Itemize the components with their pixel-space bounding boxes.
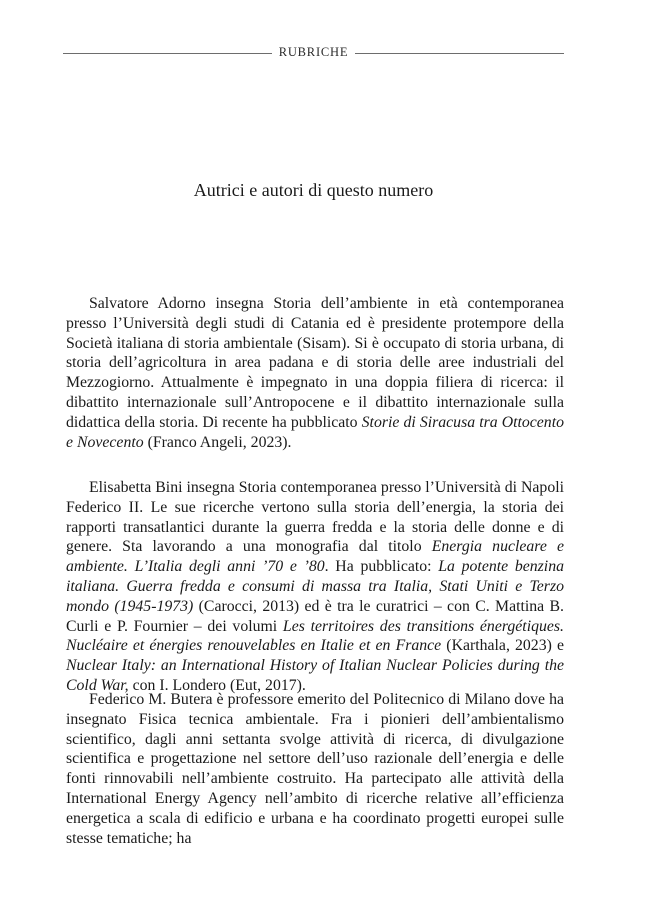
header-rule-right [355,53,564,54]
italic-title-run: Storie di Siracusa tra Ottocento e Novecento [66,413,564,451]
text-run: (Carocci, 2013) ed è tra le curatrici – con C. Mattina B. Curli e P. Fournier – dei volumi [66,597,564,635]
italic-title-run: Energia nucleare e ambiente. L’Italia degli anni ’70 e ’80 [66,538,564,576]
text-run: (Karthala, 2023) e [441,637,564,655]
text-run: Elisabetta Bini insegna Storia contemporanea presso l’Università di Napoli Federico II. Le sue ricerche vertono sulla storia dell’energia, la storia dei rapporti transatlantici durante la guerra fredda e la storia delle donne e di genere. Sta lavorando a una monografia dal titolo [66,479,564,556]
section-label: RUBRICHE [278,44,349,59]
text-run: con I. Londero (Eut, 2017). [128,676,306,694]
italic-title-run: La potente benzina italiana. Guerra fredda e consumi di massa tra Italia, Stati Uniti e Terzo mondo (1945-1973) [66,558,564,615]
running-header [63,42,564,62]
italic-title-run: Nuclear Italy: an International History of Italian Nuclear Policies during the Cold War, [66,657,564,694]
author-bio-bini [66,478,564,696]
text-run: . Ha pubblicato: [324,558,439,576]
author-bio-butera [66,690,564,848]
author-bio-adorno [66,294,564,452]
italic-title-run: Les territoires des transitions énergétiques. Nucléaire et énergies renouvelables en Italie et en France [66,617,564,655]
text-run: (Franco Angeli, 2023). [143,433,292,451]
page-title: Autrici e autori di questo numero [193,180,434,200]
header-rule-left [63,53,272,54]
text-run: Salvatore Adorno insegna Storia dell’ambiente in età contemporanea presso l’Università degli studi di Catania ed è presidente protempore della Società italiana di storia ambientale (Sisam). Si è occupato di storia urbana, di storia dell’agricoltura in area padana e di storia delle aree industriali del Mezzogiorno. Attualmente è impegnato in una doppia filiera di ricerca: il dibattito internazionale sull’Antropocene e il dibattito internazionale sulla didattica della storia. Di recente ha pubblicato [66,295,564,431]
text-run: Federico M. Butera è professore emerito del Politecnico di Milano dove ha insegnato Fisica tecnica ambientale. Fra i pionieri dell’ambientalismo scientifico, dagli anni settanta svolge attività di ricerca, di divulgazione scientifica e progettazione nel settore dell’uso razionale dell’energia e delle fonti rinnovabili nell’ambiente costruito. Ha partecipato alle attività della International Energy Agency nell’ambito di ricerche relative all’efficienza energetica a scala di edificio e urbana e ha coordinato progetti europei sulle stesse tematiche; ha [66,691,564,847]
